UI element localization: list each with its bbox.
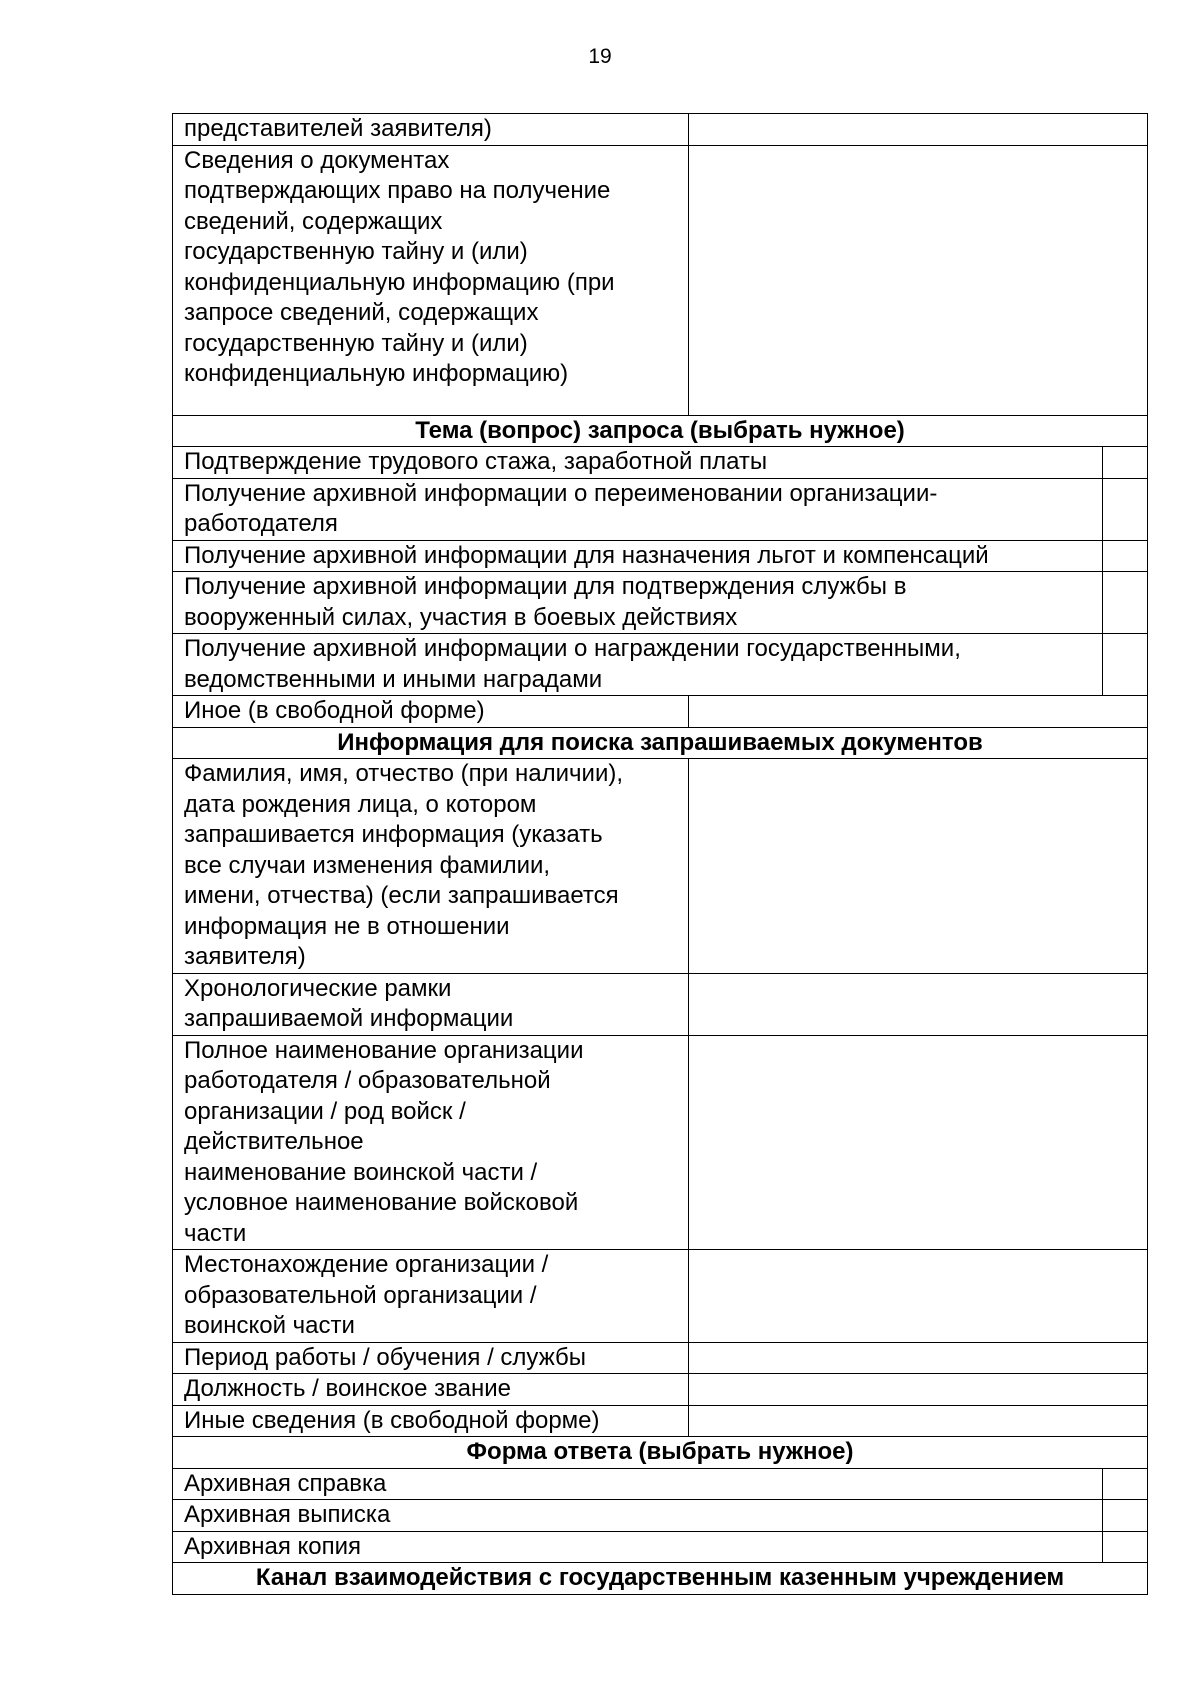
option-row	[172, 447, 1148, 479]
request-form-table	[172, 113, 1148, 1595]
table-row	[172, 696, 1148, 728]
option-checkbox[interactable]	[1103, 1469, 1147, 1500]
option-label: Архивная справка	[173, 1469, 1103, 1500]
field-value[interactable]	[689, 974, 1147, 1035]
option-row	[172, 479, 1148, 541]
option-checkbox[interactable]	[1103, 541, 1147, 572]
section-header-row	[172, 1563, 1148, 1595]
table-row	[172, 759, 1148, 974]
option-label: Получение архивной информации для назначения льгот и компенсаций	[173, 541, 1103, 572]
section-header-row	[172, 416, 1148, 448]
option-label: Архивная копия	[173, 1532, 1103, 1563]
section-header-row	[172, 1437, 1148, 1469]
option-label: Архивная выписка	[173, 1500, 1103, 1531]
section-header: Тема (вопрос) запроса (выбрать нужное)	[415, 416, 905, 444]
table-row	[172, 1343, 1148, 1375]
field-value[interactable]	[689, 146, 1147, 415]
field-label: Сведения о документах подтверждающих право на получение сведений, содержащих государственную тайну и (или) конфиденциальную информацию (при запросе сведений, содержащих государственную тайну и (или) конфиденциальную информацию)	[173, 146, 689, 415]
field-value[interactable]	[689, 1036, 1147, 1250]
field-label: Местонахождение организации / образовательной организации / воинской части	[173, 1250, 689, 1342]
field-label: Период работы / обучения / службы	[173, 1343, 689, 1374]
option-label: Подтверждение трудового стажа, заработной платы	[173, 447, 1103, 478]
option-label: Получение архивной информации для подтверждения службы в вооруженный силах, участия в боевых действиях	[173, 572, 1103, 633]
option-label: Получение архивной информации о награждении государственными, ведомственными и иными наградами	[173, 634, 1103, 695]
field-value[interactable]	[689, 696, 1147, 727]
field-label: Фамилия, имя, отчество (при наличии), дата рождения лица, о котором запрашивается информация (указать все случаи изменения фамилии, имени, отчества) (если запрашивается информация не в отношении заявителя)	[173, 759, 689, 973]
field-label: Иные сведения (в свободной форме)	[173, 1406, 689, 1437]
option-label: Получение архивной информации о переименовании организации- работодателя	[173, 479, 1103, 540]
field-value[interactable]	[689, 1406, 1147, 1437]
option-row	[172, 541, 1148, 573]
section-header: Информация для поиска запрашиваемых документов	[337, 728, 983, 756]
page-number: 19	[588, 45, 612, 68]
option-checkbox[interactable]	[1103, 1500, 1147, 1531]
table-row	[172, 1374, 1148, 1406]
field-value[interactable]	[689, 1250, 1147, 1342]
field-label: Полное наименование организации работодателя / образовательной организации / род войск / действительное наименование воинской части / условное наименование войсковой части	[173, 1036, 689, 1250]
field-label: Иное (в свободной форме)	[173, 696, 689, 727]
table-row	[172, 113, 1148, 146]
table-row	[172, 1406, 1148, 1438]
option-row	[172, 1469, 1148, 1501]
field-value[interactable]	[689, 759, 1147, 973]
field-value[interactable]	[689, 114, 1147, 145]
section-header: Форма ответа (выбрать нужное)	[466, 1438, 854, 1465]
option-checkbox[interactable]	[1103, 1532, 1147, 1563]
option-row	[172, 572, 1148, 634]
field-label: представителей заявителя)	[173, 114, 689, 145]
option-checkbox[interactable]	[1103, 447, 1147, 478]
field-label: Должность / воинское звание	[173, 1374, 689, 1405]
section-header: Канал взаимодействия с государственным казенным учреждением	[255, 1564, 1065, 1591]
option-checkbox[interactable]	[1103, 572, 1147, 633]
table-row	[172, 146, 1148, 416]
option-row	[172, 1532, 1148, 1564]
option-row	[172, 634, 1148, 696]
table-row	[172, 1250, 1148, 1343]
option-row	[172, 1500, 1148, 1532]
option-checkbox[interactable]	[1103, 479, 1147, 540]
option-checkbox[interactable]	[1103, 634, 1147, 695]
field-label: Хронологические рамки запрашиваемой информации	[173, 974, 689, 1035]
section-header-row	[172, 728, 1148, 760]
table-row	[172, 974, 1148, 1036]
table-row	[172, 1036, 1148, 1251]
field-value[interactable]	[689, 1343, 1147, 1374]
field-value[interactable]	[689, 1374, 1147, 1405]
